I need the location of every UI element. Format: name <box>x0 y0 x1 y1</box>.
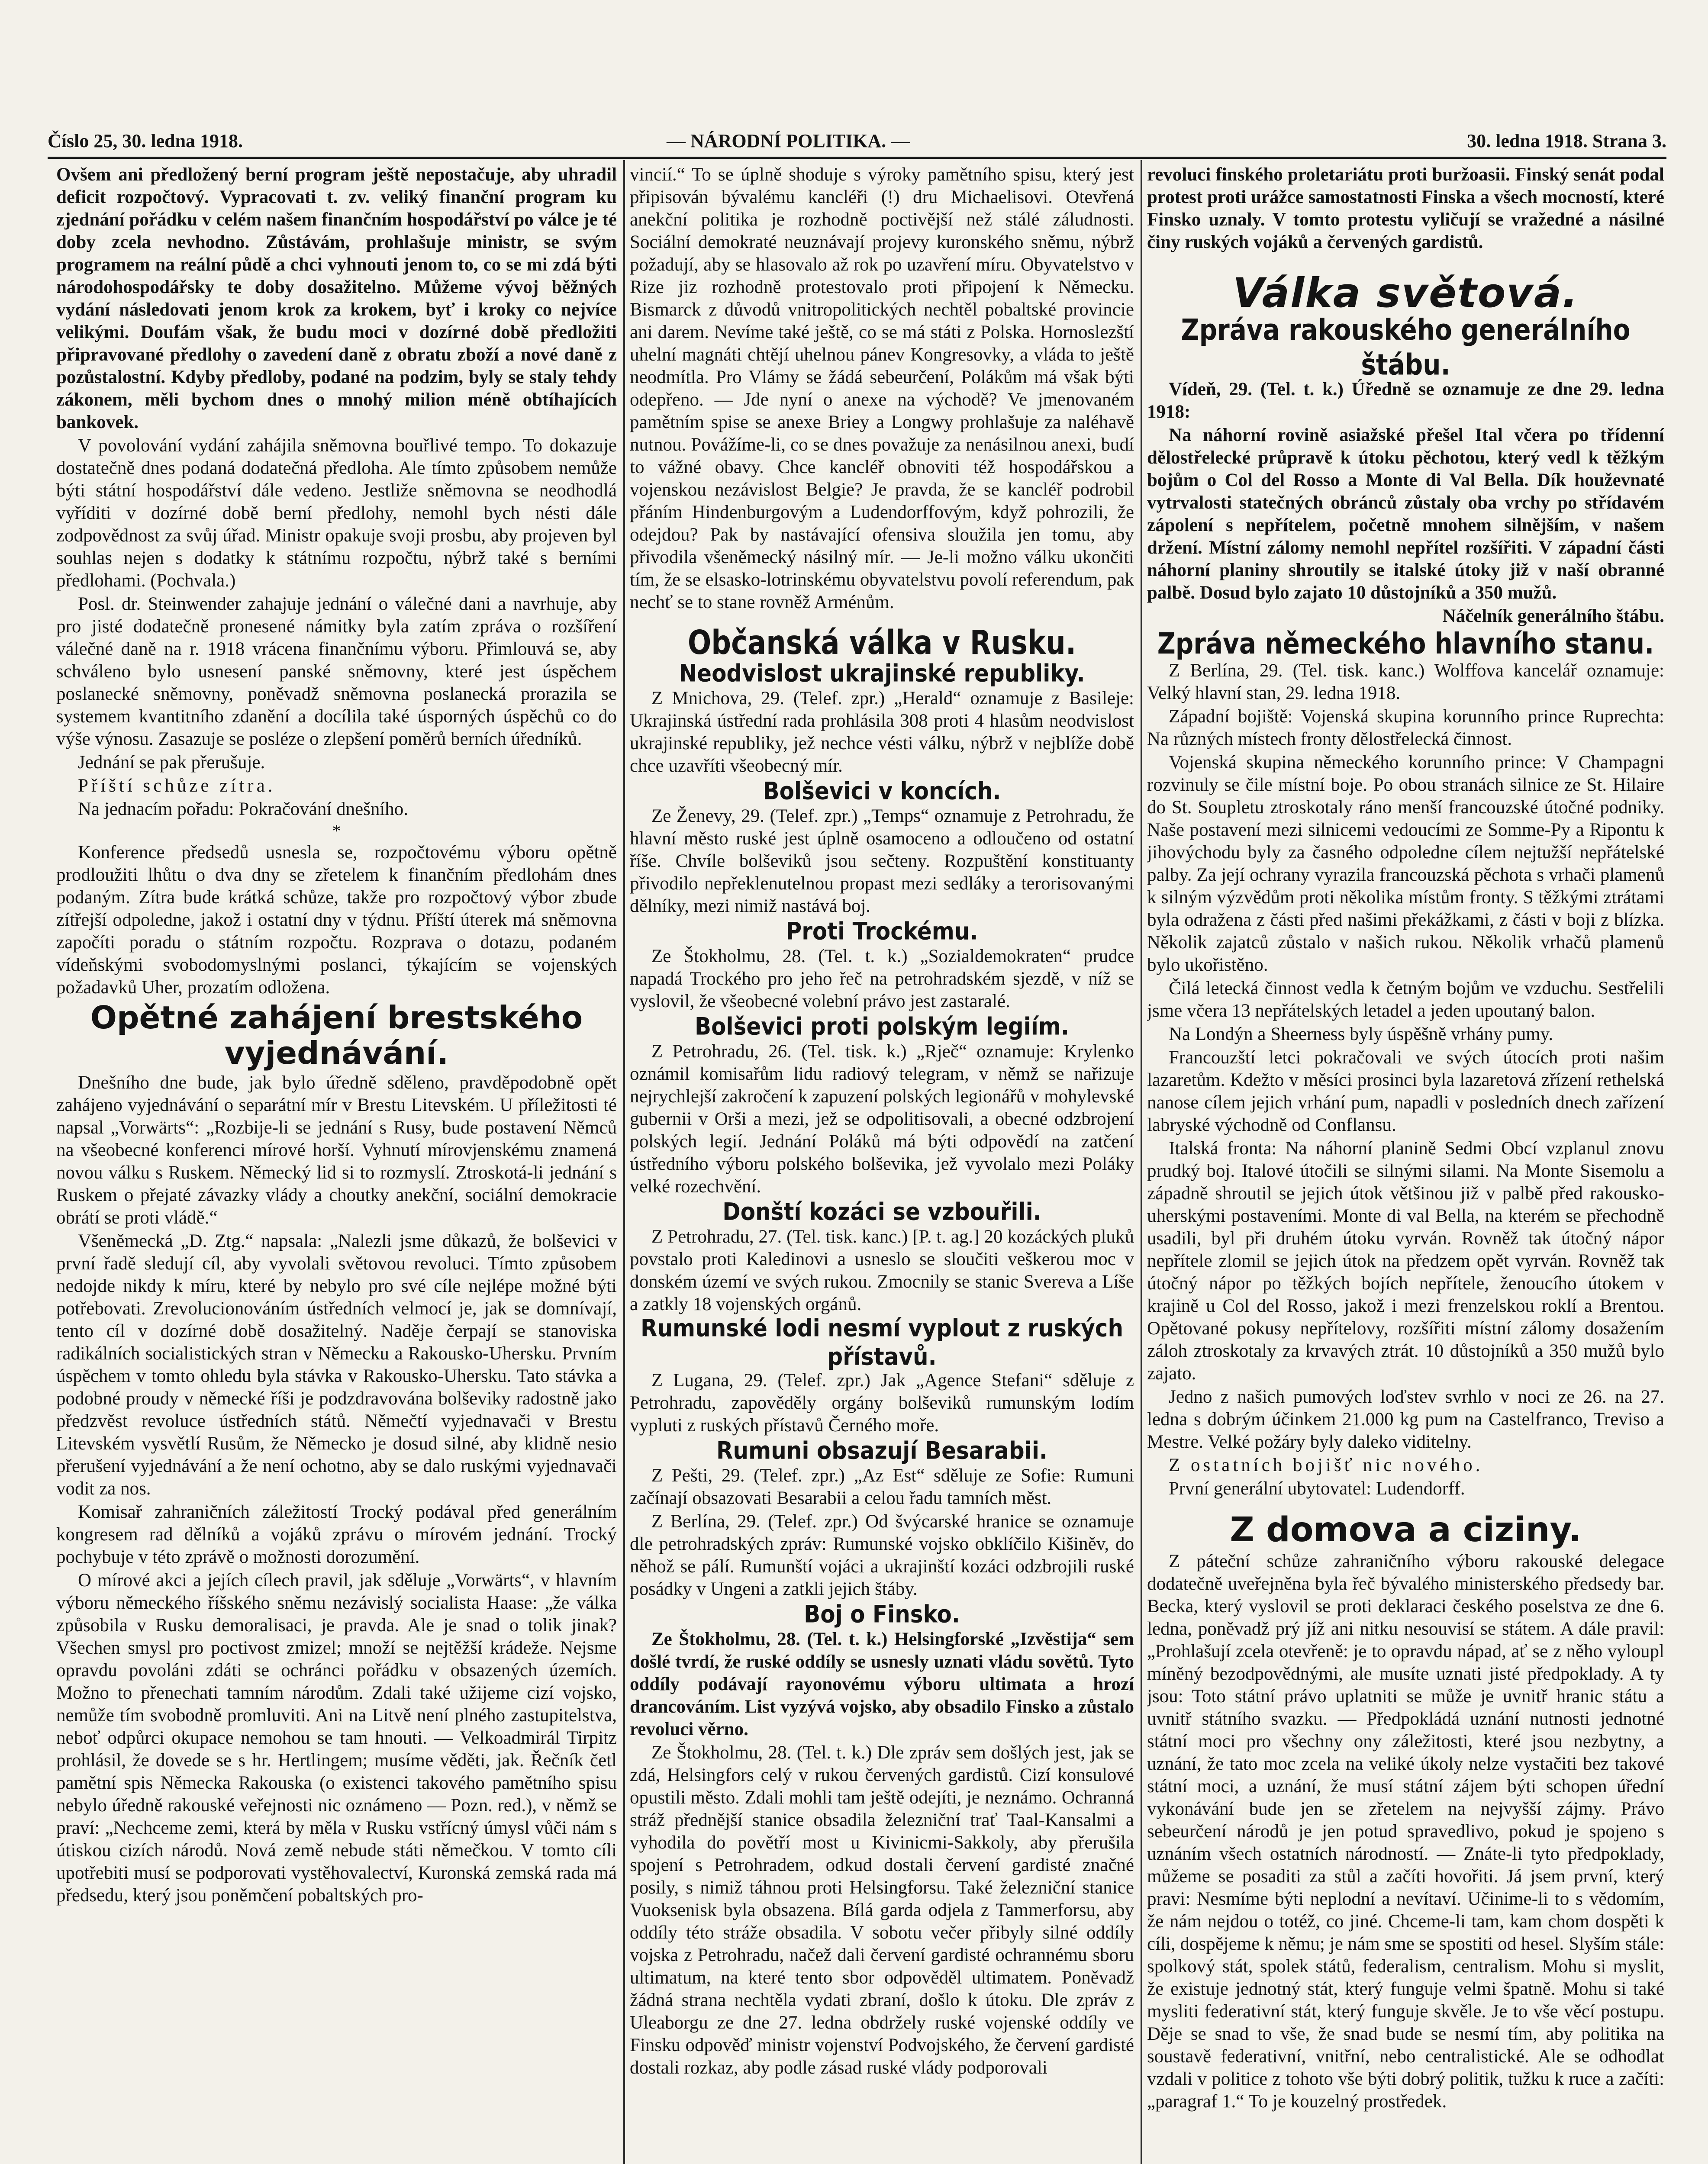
subheadline: Boj o Finsko. <box>804 1600 960 1628</box>
header-issue-date: Číslo 25, 30. ledna 1918. <box>48 130 243 151</box>
column-1 <box>56 164 617 2164</box>
paragraph: Dnešního dne bude, jak bylo úředně sděleno, pravděpodobně opět zahájeno vyjednávání o separátní mír v Brestu Litevském. U příležitosti té napsal „Vorwärts“: „Rozbije-li se jednání s Rusy, bude postavení Němců na všeobecné konferenci mírové horší. Vyhnutí mírovjenskému znamená novou válku s Ruskem. Německý lid si to rozmyslí. Ztroskotá-li jednání s Ruskem o přejaté závazky vlády a choutky anekční, sociální demokracie obrátí se proti vládě.“ <box>56 1072 617 1228</box>
separator-star: * <box>332 821 341 840</box>
paragraph: Příští schůze zítra. <box>78 776 276 796</box>
paragraph: Na jednacím pořadu: Pokračování dnešního. <box>78 799 409 819</box>
paragraph: Posl. dr. Steinwender zahajuje jednání o válečné dani a navrhuje, aby pro jisté dodatečně pronesené námitky byla zatím zpráva o rozšíření válečné daně na r. 1918 vrácena finančnímu výboru. Přimlouvá se, aby schváleno bylo usnesení panské sněmovny, které jest úspěchem poslanecké sněmovny, poněvadž sněmovna poslanecká prorazila se systemem kvantitního zdanění a docílila také úsporných úspěchů co do výše výnosu. Zasazuje se posléze o zlepšení poměrů berních úředníků. <box>56 594 617 749</box>
paragraph: Ovšem ani předložený berní program ještě nepostačuje, aby uhradil deficit rozpočtový. Vypracovati t. zv. veliký finanční program ku zjednání pořádku v celém našem finančním hospodářství po válce je té doby zcela nevhodno. Zůstávám, prohlašuje ministr, se svým programem na reální půdě a chci vyhnouti jenom to, co se mi zdá býti národohospodářsky te doby dosažitelno. Můžeme vývoj běžných vydání následovati jenom krok za krokem, byť i kroky co nejvíce velikými. Doufám však, že budu moci v dozírné době předložiti připravované předlohy o zavedení daně z obratu zboží a nové daně z pozůstalostní. Kdyby předloby, podané na podzim, byly se staly tehdy zákonem, měli bychom dnes o mnohý milion méně obtíhajících bankovek. <box>56 164 617 432</box>
column-3 <box>1147 164 1664 2164</box>
paragraph: Západní bojiště: Vojenská skupina korunního prince Ruprechta: Na různých místech fronty dělostřelecká činnost. <box>1147 706 1664 749</box>
subheadline: Bolševici proti polským legiím. <box>694 1013 1070 1040</box>
paragraph: Vídeň, 29. (Tel. t. k.) Úředně se oznamuje ze dne 29. ledna 1918: <box>1147 379 1664 422</box>
paragraph: Z ostatních bojišť nic nového. <box>1169 1455 1483 1475</box>
subheadline: Donští kozáci se vzbouřili. <box>722 1198 1041 1226</box>
paragraph: Ze Štokholmu, 28. (Tel. t. k.) Dle zpráv sem došlých jest, jak se zdá, Helsingfors celý v rukou červených gardistů. Cizí konsulové opustili město. Zdali mohli tam ještě odejíti, je neznámo. Ochranná stráž přednější stanice obsadila železniční trať Taal-Kansalmi a vyhodila do povětří most u Kivinicmi-Sakkoly, aby přerušila spojení s Petrohradem, odkud dostali červení gardisté značné posily, s nimiž táhnou proti Helsingforsu. Také železniční stanice Vuoksenisk byla obsazena. Bílá garda odjela z Tammerforsu, aby oddíly této stráže obsadila. V sobotu večer přibyly silné oddíly vojska z Petrohradu, načež dali červení gardisté ochrannému sboru ultimatum, na které tento sbor odpověděl ultimatem. Poněvadž žádná strana nechtěla vydati zbraní, došlo k útoku. Dle zpráv z Uleaborgu ze dne 27. ledna obdržely ruské vojenské oddíly ve Finsku odpověď ministr vojenství Podvojského, že červení gardisté dostali rozkaz, aby podle zásad ruské vlády podporovali <box>630 1742 1134 2078</box>
section-headline: Z domova a ciziny. <box>1230 1510 1582 1549</box>
paragraph: Ze Štokholmu, 28. (Tel. t. k.) Helsingforské „Izvěstija“ sem došlé tvrdí, že ruské oddíly se usnesly uznati vládu sovětů. Tyto oddíly podávají rayonovému výboru ultimata a hrozí drancováním. List vyzývá vojsko, aby obsadilo Finsko a zůstalo revoluci věrno. <box>630 1629 1134 1739</box>
paragraph: O mírové akci a jejích cílech pravil, jak sděluje „Vorwärts“, v hlavním výboru německého říšského sněmu nezávislý socialista Haase: „že válka způsobila v Rusku demoralisaci, je pravda. Ale je snad o tolik jinak? Všechen smysl pro poctivost zmizel; množí se nejtěžší krádeže. Nejsme opravdu povoláni zdáti se ochránci pořádku v obsazených územích. Možno to přenechati tamním národům. Zdali také užijeme cizí vojsko, nemůže tím svobodně promluviti. Ani na Litvě není plného zastupitelstva, neboť odpůrci okupace nemohou se tam hnouti. — Velkoadmirál Tirpitz prohlásil, že dovede se s hr. Hertlingem; musíme věděti, jak. Řečník četl pamětní spis Německa Rakouska (o existenci takového pamětního spisu nebylo úředně rakouské veřejnosti nic oznámeno — Pozn. red.), v němž se praví: „Nechceme zemi, která by měla v Rusku vstřícný úmysl vůči nám s útiskou cizích národů. Nová země nebude státi němečkou. V tomto cíli upotřebiti musí se podporovati vystěhovalectví, Kuronská zemská rada má předsedu, který jsou poněmčení pobaltských pro- <box>56 1570 617 1906</box>
subheadline: Proti Trockému. <box>786 918 978 945</box>
paragraph: Italská fronta: Na náhorní planině Sedmi Obcí vzplanul znovu prudký boj. Italové útočili se silnými silami. Na Monte Sisemolu a západně shroutil se jejich útok většinou již v palbě před rakousko-uherskými postaveními. Monte di val Bella, na kterém se přechodně usadili, byl při druhém útoku vyrván. Rovněž tak útočný nápor nepřítele zlomil se jejich útok na předzem opět vyrván. Rovněž tak útočný nápor po těžkých bojích nepřítele, ženoucího útokem v krajině u Col del Rosso, jakož i mezi frenzelskou roklí a Brentou. Opětované pokusy nepřítelovy, rozšířiti místní zálomy dosažením záloh ztroskotaly za krvavých ztrát. 10 důstojníků a 350 mužů bylo zajato. <box>1147 1138 1664 1384</box>
paragraph: revoluci finského proletariátu proti buržoasii. Finský senát podal protest proti urážce samostatnosti Finska a všech mocností, které Finsko uznaly. V tomto protestu vyličují se vražedné a násilné činy ruských vojáků a červených gardistů. <box>1147 164 1664 252</box>
paragraph: Všeněmecká „D. Ztg.“ napsala: „Nalezli jsme důkazů, že bolševici v první řadě sledují cíl, aby vyvolali světovou revoluci. Tímto způsobem nedojde nikdy k míru, které by nebylo pro své cíle nejlépe možné býti potřebovati. Zrevolucionováním ústředních velmocí je, jak se domnívají, tento cíl v dozírné době dosažitelný. Naděje čerpají se stanoviska radikálních socialistických stran v Německu a Rakousko-Uhersku. Prvním úspěchem v tomto ohledu byla stávka v Rakousko-Uhersku. Tato stávka a podobné proudy v německé říši je podzdravována bolševiky radostně jako předzvěst revoluce ústředních států. Němečtí vyjednavači v Brestu Litevském vysvětlí Rusům, že Německo je dosud silné, aby klidně nesio přerušení vyjednávání a že není ochotno, aby se dalo ruskými vyjednavači vodit za nos. <box>56 1231 617 1499</box>
paragraph: Z Mnichova, 29. (Telef. zpr.) „Herald“ oznamuje z Basileje: Ukrajinská ústřední rada prohlásila 308 proti 4 hlasům neodvislost ukrajinské republiky, jež nechce vésti válku, nýbrž v nejblíže době chce uzavříti všeobecný mír. <box>630 688 1134 776</box>
paragraph: Z Berlína, 29. (Telef. zpr.) Od švýcarské hranice se oznamuje dle petrohradských zpráv: Rumunské vojsko obklíčilo Kišiněv, do něhož se pálí. Rumunští vojáci a ukrajinští kozáci odzbrojili ruské posádky v Ungeni a zatkli jejich štáby. <box>630 1511 1134 1599</box>
paragraph: Z Lugana, 29. (Telef. zpr.) Jak „Agence Stefani“ sděluje z Petrohradu, zapověděly orgány bolševiků rumunským lodím vypluti z ruských přístavů Černého moře. <box>630 1370 1134 1436</box>
paragraph: Z Pešti, 29. (Telef. zpr.) „Az Est“ sděluje ze Sofie: Rumuni začínají obsazovati Besarabii a celou řadu tamních měst. <box>630 1465 1134 1508</box>
paragraph: Z páteční schůze zahraničního výboru rakouské delegace dodatečně uveřejněna byla řeč bývalého ministerského předsedy bar. Becka, který vyslovil se proti deklaraci českého poselstva ze dne 6. ledna, poněvadž prý jíž ani nitku nesouvisí se státem. A dále pravil: „Prohlašují zcela otevřeně: je to opravdu nápad, ať se z něho vyloupl míněný bezodpovědnými, ale musíte uznati jisté předpoklady. A ty jsou: Toto státní právo uplatniti se může je uvnitř hranic státu a uvnitř státního svazku. — Předpokládá uznání nutnosti jednotné státní moci pro všechny ony záležitosti, které jsou nezbytny, a uznání, že tato moc zcela na veliké úkoly nelze vystačiti bez takové státní moci, a uznání, že musí státní zájem býti schopen úřední vykonávání bude jen se zřetelem na nejvyšší zájmy. Právo sebeurčení národů je jen potud spravedlivo, pokud je spojeno s uznáním všech ostatních národností. — Znáte-li tyto předpoklady, můžeme se posaditi za stůl a začíti hovořiti. Já jsem první, který pravi: Nesmíme býti neplodní a nevítaví. Učinime-li to s vědomím, že nám nejdou o totéž, co jiné. Chceme-li tam, kam chom dospěti k cíli, dospějeme k němu; je nám sme se spostiti od hesel. Slyším stále: spolkový stát, spolek států, federalism, centralism. Mohu si myslit, že existuje jednotný stát, který funguje velmi špatně. Mohu si také mysliti federativní stát, který funguje skvěle. Je to vše věcí postupu. Děje se snad to vše, že snad bude se nesmí tím, aby politika na soustavě federativní, vnitřní, nebo centralistické. Ale se odhodlat vzdali v politice z tohoto vše býti dobrý politik, tužku k ruce a začíti: „paragraf 1.“ To je kouzelný prostředek. <box>1147 1551 1664 2112</box>
paragraph: Francouzští letci pokračovali ve svých útocích proti našim lazaretům. Kdežto v měsíci prosinci byla lazaretová zřízení rethelská nanose cílem jejich vrhání pum, napadli v posledních dnech zařízení labryské východně od Conflansu. <box>1147 1047 1664 1135</box>
column-divider <box>1141 160 1142 2164</box>
paragraph: Vojenská skupina německého korunního prince: V Champagni rozvinuly se čile místní boje. Po obou stranách silnice ze St. Hilaire do St. Soupletu ztroskotaly ráno menší francouzské útočné podniky. Naše postavení mezi silnicemi vedoucími ze Somme-Py a Ripontu k jihovýchodu byly za časného odpoledne cílem nejtužší nepřátelské palby. Za její ochrany vyrazila francouzská pěchota s vrhači plamenů k silným výzvědům proti několika místům fronty. S těžkými ztrátami byla odražena z části před našimi překážkami, z části v boji z blízka. Několik zajatců zůstalo v našich rukou. Několik vrhačů plamenů bylo ukořistěno. <box>1147 752 1664 975</box>
paragraph: Ze Štokholmu, 28. (Tel. t. k.) „Sozialdemokraten“ prudce napadá Trockého pro jeho řeč na petrohradském sjezdě, v níž se vyslovil, že všeobecné volební právo jest zastaralé. <box>630 946 1134 1011</box>
paragraph: První generální ubytovatel: Ludendorff. <box>1169 1478 1465 1499</box>
paragraph: V povolování vydání zahájila sněmovna bouřlivé tempo. To dokazuje dostatečně dnes podaná dodatečná předloha. Ale tímto způsobem nemůže býti státní hospodářství dále vedeno. Jestliže sněmovna se neodhodlá vyříditi v dozírné době berní předlohy, nemohl bych nésti dále zodpovědnost za svůj úřad. Ministr opakuje svoji prosbu, aby projeven byl souhlas nejen s dodatky k státnímu rozpočtu, nýbrž také s berními předlohami. (Pochvala.) <box>56 435 617 591</box>
paragraph: Čilá letecká činnost vedla k četným bojům ve vzduchu. Sestřelili jsme včera 13 nepřátelských letadel a jeden upoutaný balon. <box>1147 978 1664 1021</box>
paragraph: vincií.“ To se úplně shoduje s výroky pamětního spisu, který jest připisován bývalému kancléři (!) dru Michaelisovi. Otevřená anekční politika je rozhodně poctivější než stálé záludnosti. Sociální demokraté neuznávají projevy kuronského sněmu, nýbrž požadují, aby se hlasovalo až rok po uzavření míru. Obyvatelstvo v Rize jiz rozhodně protestovalo proti připojení k Německu. Bismarck z důvodů vnitropolitických nechtěl pobaltské provincie ani darem. Nevíme také ještě, co se má státi z Polska. Hornoslezští uhelní magnáti chtějí uhelnou pánev Kongresovky, a vláda to ještě neodmítla. Pro Vlámy se žádá sebeurčení, Polákům má však býti odepřeno. — Jde nyní o anexe na východě? Ve jmenovaném pamětním spise se anexe Briey a Longwy prohlašuje za naléhavě nutnou. Povážíme-li, co se dnes považuje za nenásilnou anexi, budí to vážné obavy. Chce kancléř obnoviti též hospodářskou a vojenskou nezávislost Belgie? Je pravda, že se kancléř podrobil přáním Hindenburgovým a Ludendorffovým, když pohrozili, že odejdou? Pak by nastávající ofensiva sloužila jen tomu, aby přivodila všeněmecký násilný mír. — Je-li možno válku ukončiti tím, že se elsasko-lotrinskému obyvatelstvu povolí referendum, pak nechť se to stane rovněž Arménům. <box>630 164 1134 612</box>
column-2 <box>630 164 1134 2164</box>
article-headline: Zpráva německého hlavního stanu. <box>1157 626 1654 661</box>
paragraph: Komisař zahraničních záležitostí Trocký podával před generálním kongresem rad dělníků a vojáků zprávu o mírovém jednání. Trocký pochybuje v této zprávě o možnosti dorozumění. <box>56 1502 617 1567</box>
signature-line: Náčelník generálního štábu. <box>1442 606 1664 626</box>
article-headline: Opětné zahájení brestského vyjednávání. <box>90 999 583 1071</box>
paragraph: Jedno z našich pumových loďstev svrhlo v noci ze 26. na 27. ledna s dobrým účinkem 21.000 kg pum na Castelfranco, Treviso a Mestre. Velké požáry byly daleko viditelny. <box>1147 1387 1664 1452</box>
subheadline: Rumuni obsazují Besarabii. <box>716 1437 1047 1465</box>
column-divider <box>623 160 625 2164</box>
header-masthead: — NÁRODNÍ POLITIKA. — <box>667 130 910 151</box>
header-page-number: 30. ledna 1918. Strana 3. <box>1467 130 1666 151</box>
paragraph: Jednání se pak přerušuje. <box>78 752 265 773</box>
section-headline: Válka světová. <box>1233 270 1579 317</box>
paragraph: Na Londýn a Sheerness byly úspěšně vrhány pumy. <box>1169 1024 1553 1044</box>
article-headline: Zpráva rakouského generálního štábu. <box>1181 312 1631 382</box>
paragraph: Z Petrohradu, 27. (Tel. tisk. kanc.) [P. t. ag.] 20 kozáckých pluků povstalo proti Kaledinovi a usneslo se sloučiti veškerou moc v donském území ve svých rukou. Zmocnily se stanic Svereva a Líše a zatkly 18 vojenských orgánů. <box>630 1227 1134 1314</box>
subheadline: Rumunské lodi nesmí vyplout z ruských přístavů. <box>640 1314 1124 1371</box>
paragraph: Ze Ženevy, 29. (Telef. zpr.) „Temps“ oznamuje z Petrohradu, že hlavní město ruské jest úplně osamoceno a odloučeno od ostatní říše. Chvíle bolševiků jsou sečteny. Rozpuštění konstituanty přivodilo nepřeklenutelnou propast mezi sedláky a terorisovanými dělníky, mezi nimiž nastává boj. <box>630 806 1134 916</box>
paragraph: Z Petrohradu, 26. (Tel. tisk. k.) „Rječ“ oznamuje: Krylenko oznámil komisařům lidu radiový telegram, v němž se nařizuje nejrychlejší zakročení k zapuzení polských legionářů v mohylevské gubernii v Orši a mezi, jež se odpolitisovali, a obecné odzbrojení polských legií. Jednání Poláků má býti odpovědí na zatčení ústředního výboru polského bolševika, jež vyvolalo mezi Poláky velké rozechvění. <box>630 1041 1134 1197</box>
section-headline: Občanská válka v Rusku. <box>687 624 1076 663</box>
paragraph: Z Berlína, 29. (Tel. tisk. kanc.) Wolffova kancelář oznamuje: Velký hlavní stan, 29. ledna 1918. <box>1147 660 1664 703</box>
subheadline: Bolševici v koncích. <box>763 777 1001 805</box>
paragraph: Konference předsedů usnesla se, rozpočtovému výboru opětně prodloužiti lhůtu o dva dny se zřetelem k finančním předlohám dnes podaným. Zítra bude krátká schůze, takže pro rozpočtový výbor zbude zítřejší odpoledne, jakož i ostatní dny v týdnu. Příští úterek má sněmovna započíti poradu o státním rozpočtu. Rozprava o dotazu, podaném vídeňskými svobodomyslnými poslanci, týkajícím se vojenských požadavků Uher, prozatím odložena. <box>56 842 617 998</box>
header-rule <box>48 157 1666 159</box>
paragraph: Na náhorní rovině asiažské přešel Ital včera po třídenní dělostřelecké průpravě k útoku pěchotou, který vedl k těžkým bojům o Col del Rosso a Monte di Val Bella. Dík houževnaté vytrvalosti statečných obránců zůstaly oba vrchy po střídavém zápolení s nepřítelem, početně mnohem silnějším, v našem držení. Místní zálomy nemohl nepřítel rozšířiti. V západní části náhorní planiny shroutily se italské útoky již v naší obranné palbě. Dosud bylo zajato 10 důstojníků a 350 mužů. <box>1147 425 1664 603</box>
subheadline: Neodvislost ukrajinské republiky. <box>679 660 1085 687</box>
page-header <box>48 130 1666 154</box>
